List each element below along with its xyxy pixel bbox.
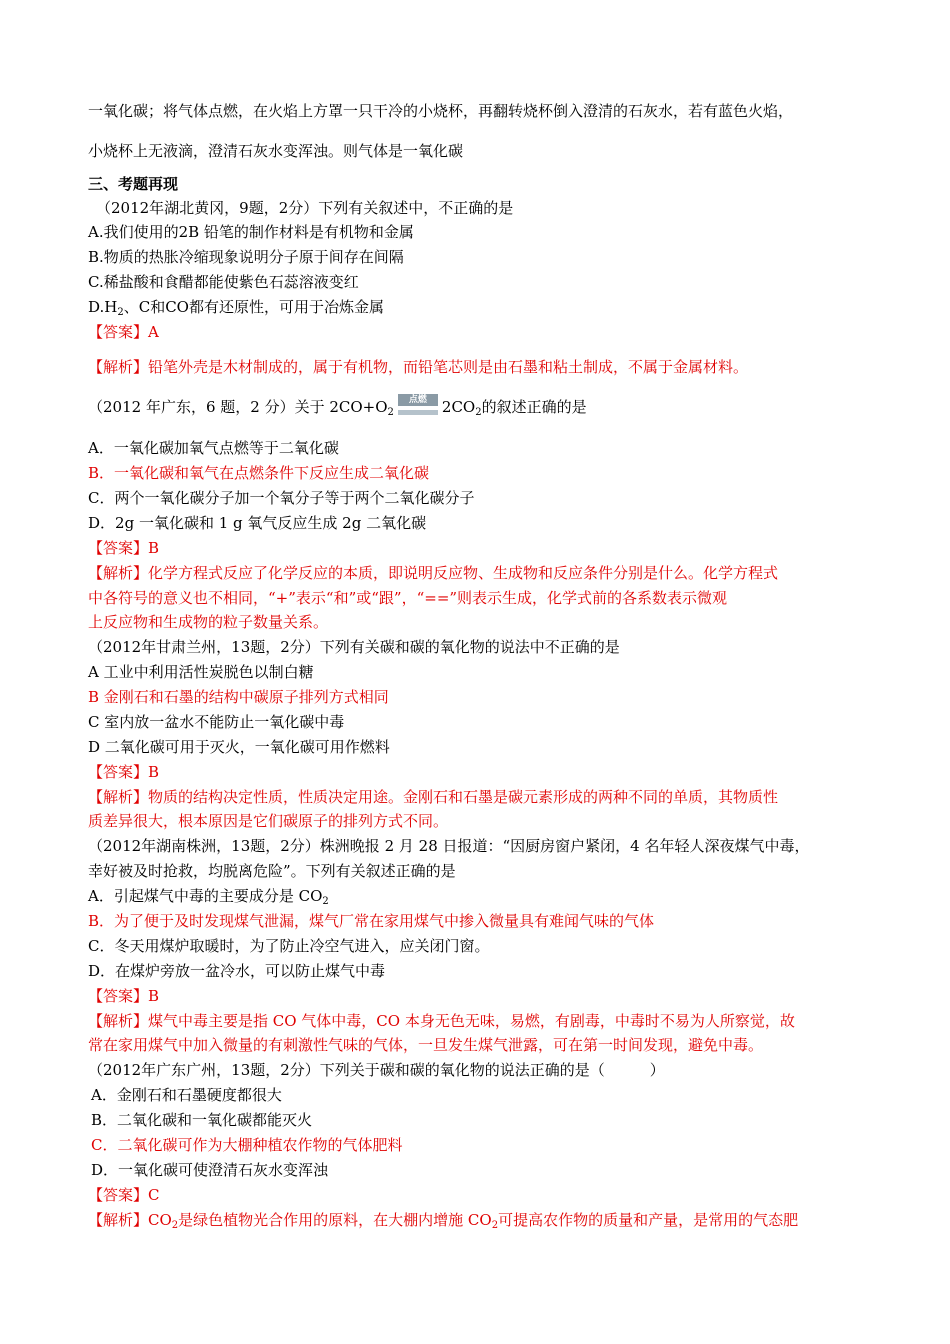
q1-option-d <box>88 297 384 323</box>
q5-stem: （2012年广东广州，13题，2分）下列关于碳和碳的氧化物的说法正确的是（ ） <box>88 1061 665 1079</box>
q5-analysis-subscript-1: 2 <box>171 1220 179 1231</box>
q1-option-a: A.我们使用的2B 铅笔的制作材料是有机物和金属 <box>88 223 414 241</box>
q4-option-d: D．在煤炉旁放一盆冷水，可以防止煤气中毒 <box>88 962 386 980</box>
q2-option-d: D．2g 一氧化碳和 1 g 氧气反应生成 2g 二氧化碳 <box>88 514 427 532</box>
q5-analysis-subscript-2: 2 <box>491 1220 499 1231</box>
q4-analysis-line-1: 【解析】煤气中毒主要是指 CO 气体中毒，CO 本身无色无味，易燃，有剧毒，中毒时不易为人所察觉，故 <box>88 1012 795 1030</box>
q4-stem-line-2: 幸好被及时抢救，均脱离危险”。下列有关叙述正确的是 <box>88 862 456 880</box>
section-title: 三、考题再现 <box>88 175 179 193</box>
q4-answer: 【答案】B <box>88 987 160 1005</box>
q2-stem-product: 2CO <box>441 398 476 416</box>
q2-stem-prefix: （2012 年广东，6 题，2 分）关于 2CO+O <box>88 398 388 416</box>
intro-line-1: 一氧化碳；将气体点燃，在火焰上方罩一只干冷的小烧杯，再翻转烧杯倒入澄清的石灰水，若有蓝色火焰， <box>88 102 794 120</box>
q3-option-c: C 室内放一盆水不能防止一氧化碳中毒 <box>88 713 345 731</box>
q3-option-a: A 工业中利用活性炭脱色以制白糖 <box>88 663 314 681</box>
q5-answer: 【答案】C <box>88 1186 160 1204</box>
q4-option-c: C．冬天用煤炉取暖时，为了防止冷空气进入，应关闭门窗。 <box>88 937 490 955</box>
q4-option-a-subscript: 2 <box>322 896 329 907</box>
q1-option-d-suffix: 、C和CO都有还原性，可用于冶炼金属 <box>123 298 384 316</box>
q1-option-c: C.稀盐酸和食醋都能使紫色石蕊溶液变红 <box>88 273 359 291</box>
q4-option-a <box>88 886 329 912</box>
q2-analysis-line-2: 中各符号的意义也不相同，“+”表示“和”或“跟”，“==”则表示生成，化学式前的各系数表示微观 <box>88 589 728 607</box>
q1-stem: （2012年湖北黄冈，9题，2分）下列有关叙述中，不正确的是 <box>96 199 514 217</box>
q4-option-a-text: A．引起煤气中毒的主要成分是 CO <box>88 887 323 905</box>
q4-analysis-line-2: 常在家用煤气中加入微量的有刺激性气味的气体，一旦发生煤气泄露，可在第一时间发现，避免中毒。 <box>88 1036 764 1054</box>
q2-stem <box>88 397 587 423</box>
q3-analysis-line-2: 质差异很大，根本原因是它们碳原子的排列方式不同。 <box>88 812 449 830</box>
q1-answer: 【答案】A <box>88 323 159 341</box>
q3-analysis-line-1: 【解析】物质的结构决定性质，性质决定用途。金刚石和石墨是碳元素形成的两种不同的单质，其物质性 <box>88 788 779 806</box>
q2-option-b: B．一氧化碳和氧气在点燃条件下反应生成二氧化碳 <box>88 464 430 482</box>
q2-option-c: C．两个一氧化碳分子加一个氧分子等于两个二氧化碳分子 <box>88 489 475 507</box>
q5-option-b: B．二氧化碳和一氧化碳都能灭火 <box>91 1111 313 1129</box>
q5-analysis-suffix: 可提高农作物的质量和产量，是常用的气态肥 <box>498 1211 799 1229</box>
q2-analysis-line-1: 【解析】化学方程式反应了化学反应的本质，即说明反应物、生成物和反应条件分别是什么。化学方程式 <box>88 564 779 582</box>
reaction-condition-arrow <box>395 395 441 418</box>
q2-answer: 【答案】B <box>88 539 160 557</box>
intro-line-2: 小烧杯上无液滴，澄清石灰水变浑浊。则气体是一氧化碳 <box>88 142 464 160</box>
q3-answer: 【答案】B <box>88 763 160 781</box>
q3-stem: （2012年甘肃兰州，13题，2分）下列有关碳和碳的氧化物的说法中不正确的是 <box>88 638 620 656</box>
q4-stem-line-1: （2012年湖南株洲，13题，2分）株洲晚报 2 月 28 日报道：“因厨房窗户紧闭，4 名年轻人深夜煤气中毒， <box>88 837 810 855</box>
q4-option-b: B．为了便于及时发现煤气泄漏，煤气厂常在家用煤气中掺入微量具有难闻气味的气体 <box>88 912 655 930</box>
q2-stem-suffix: 的叙述正确的是 <box>481 398 587 416</box>
reaction-condition-label: 点燃 <box>398 394 438 406</box>
q1-option-b: B.物质的热胀冷缩现象说明分子原于间存在间隔 <box>88 248 404 266</box>
q2-stem-subscript-1: 2 <box>387 407 394 418</box>
q1-option-d-prefix: D.H <box>88 298 118 316</box>
q2-stem-subscript-2: 2 <box>475 407 482 418</box>
q5-option-a: A．金刚石和石墨硬度都很大 <box>91 1086 282 1104</box>
q2-analysis-line-3: 上反应物和生成物的粒子数量关系。 <box>88 613 329 631</box>
reaction-arrow-bar <box>398 410 438 415</box>
q3-option-d: D 二氧化碳可用于灭火，一氧化碳可用作燃料 <box>88 738 390 756</box>
q5-analysis <box>88 1210 798 1236</box>
q1-option-d-subscript: 2 <box>117 307 124 318</box>
q5-analysis-prefix: 【解析】CO <box>88 1211 172 1229</box>
q2-option-a: A．一氧化碳加氧气点燃等于二氧化碳 <box>88 439 339 457</box>
q1-analysis: 【解析】铅笔外壳是木材制成的，属于有机物，而铅笔芯则是由石墨和粘土制成，不属于金属材料。 <box>88 358 749 376</box>
q5-analysis-middle: 是绿色植物光合作用的原料，在大棚内增施 CO <box>178 1211 492 1229</box>
q3-option-b: B 金刚石和石墨的结构中碳原子排列方式相同 <box>88 688 389 706</box>
q5-option-d: D．一氧化碳可使澄清石灰水变浑浊 <box>91 1161 329 1179</box>
q5-option-c: C．二氧化碳可作为大棚种植农作物的气体肥料 <box>91 1136 403 1154</box>
